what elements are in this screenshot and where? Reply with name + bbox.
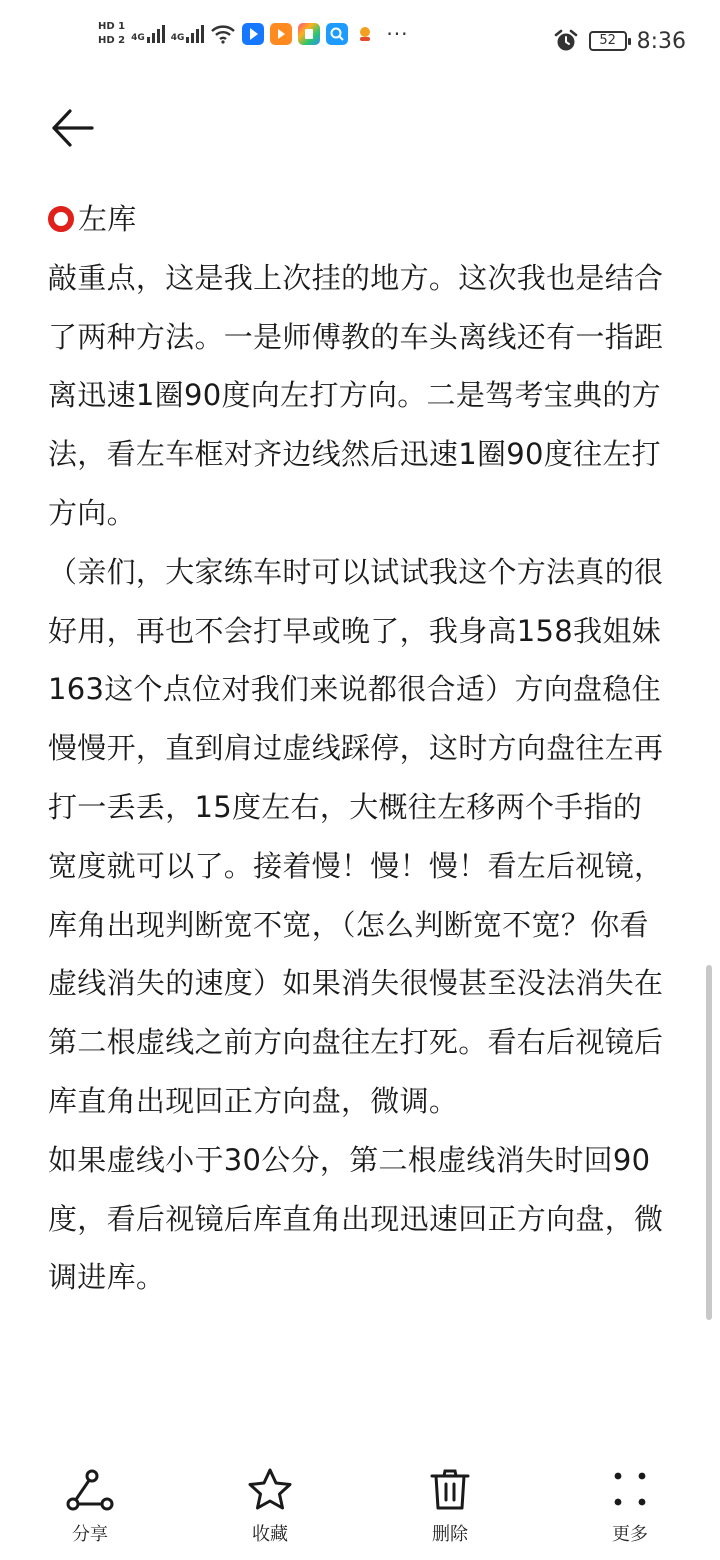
- play-app-icon: [270, 23, 292, 45]
- delete-button[interactable]: [360, 1460, 540, 1560]
- signal-bars-icon: [186, 25, 204, 43]
- jd-app-icon: [354, 23, 376, 45]
- bottom-toolbar: [0, 1460, 720, 1560]
- article-body: [48, 190, 668, 1307]
- scrollbar-thumb[interactable]: [706, 965, 712, 1320]
- paragraph: 敲重点，这是我上次挂的地方。这次我也是结合了两种方法。一是师傅教的车头离线还有一指距离迅速1圈90度向左打方向。二是驾考宝典的方法，看左车框对齐边线然后迅速1圈90度往左打方向。: [48, 260, 664, 530]
- hd1-label: HD 1: [98, 21, 126, 32]
- video-app-icon: [242, 23, 264, 45]
- hd-indicator: [98, 22, 125, 46]
- share-icon: [66, 1466, 114, 1514]
- heading-text: 左库: [78, 202, 137, 236]
- signal-2: [171, 25, 205, 43]
- status-bar: [0, 0, 720, 90]
- star-icon: [246, 1466, 294, 1514]
- search-app-icon: [326, 23, 348, 45]
- more-dots-icon: [606, 1466, 654, 1514]
- signal-1: [131, 25, 165, 43]
- signal-bars-icon: [147, 25, 165, 43]
- network-type-2: 4G: [170, 33, 185, 43]
- tile-app-icon: [298, 23, 320, 45]
- trash-icon: [426, 1466, 474, 1514]
- red-circle-icon: [48, 206, 74, 232]
- collect-label: 收藏: [252, 1524, 288, 1545]
- paragraph: 如果虚线小于30公分，第二根虚线消失时回90度，看后视镜后库直角出现迅速回正方向盘，微调进库。: [48, 1142, 664, 1295]
- back-arrow-icon: [50, 108, 94, 148]
- delete-label: 删除: [432, 1524, 468, 1545]
- status-left: [98, 22, 409, 46]
- back-button[interactable]: [50, 108, 94, 148]
- battery-icon: 52: [589, 31, 627, 51]
- paragraph: （亲们，大家练车时可以试试我这个方法真的很好用，再也不会打早或晚了，我身高158我姐妹163这个点位对我们来说都很合适）方向盘稳住慢慢开，直到肩过虚线踩停，这时方向盘往左再打一丢丢，15度左右，大概往左移两个手指的宽度就可以了。接着慢！慢！慢！看左后视镜，库角出现判断宽不宽，（怎么判断宽不宽？你看虚线消失的速度）如果消失很慢甚至没法消失在第二根虚线之前方向盘往左打死。看右后视镜后库直角出现回正方向盘，微调。: [48, 554, 664, 1118]
- wifi-icon: [210, 24, 236, 44]
- status-right: [553, 28, 686, 54]
- share-label: 分享: [72, 1524, 108, 1545]
- more-label: 更多: [612, 1524, 648, 1545]
- alarm-icon: [553, 28, 579, 54]
- clock: 8:36: [636, 28, 686, 54]
- article-heading: [48, 190, 668, 249]
- hd2-label: HD 2: [98, 35, 126, 46]
- more-notifications-icon: ···: [386, 22, 409, 46]
- collect-button[interactable]: [180, 1460, 360, 1560]
- share-button[interactable]: [0, 1460, 180, 1560]
- more-button[interactable]: [540, 1460, 720, 1560]
- network-type-1: 4G: [131, 33, 145, 43]
